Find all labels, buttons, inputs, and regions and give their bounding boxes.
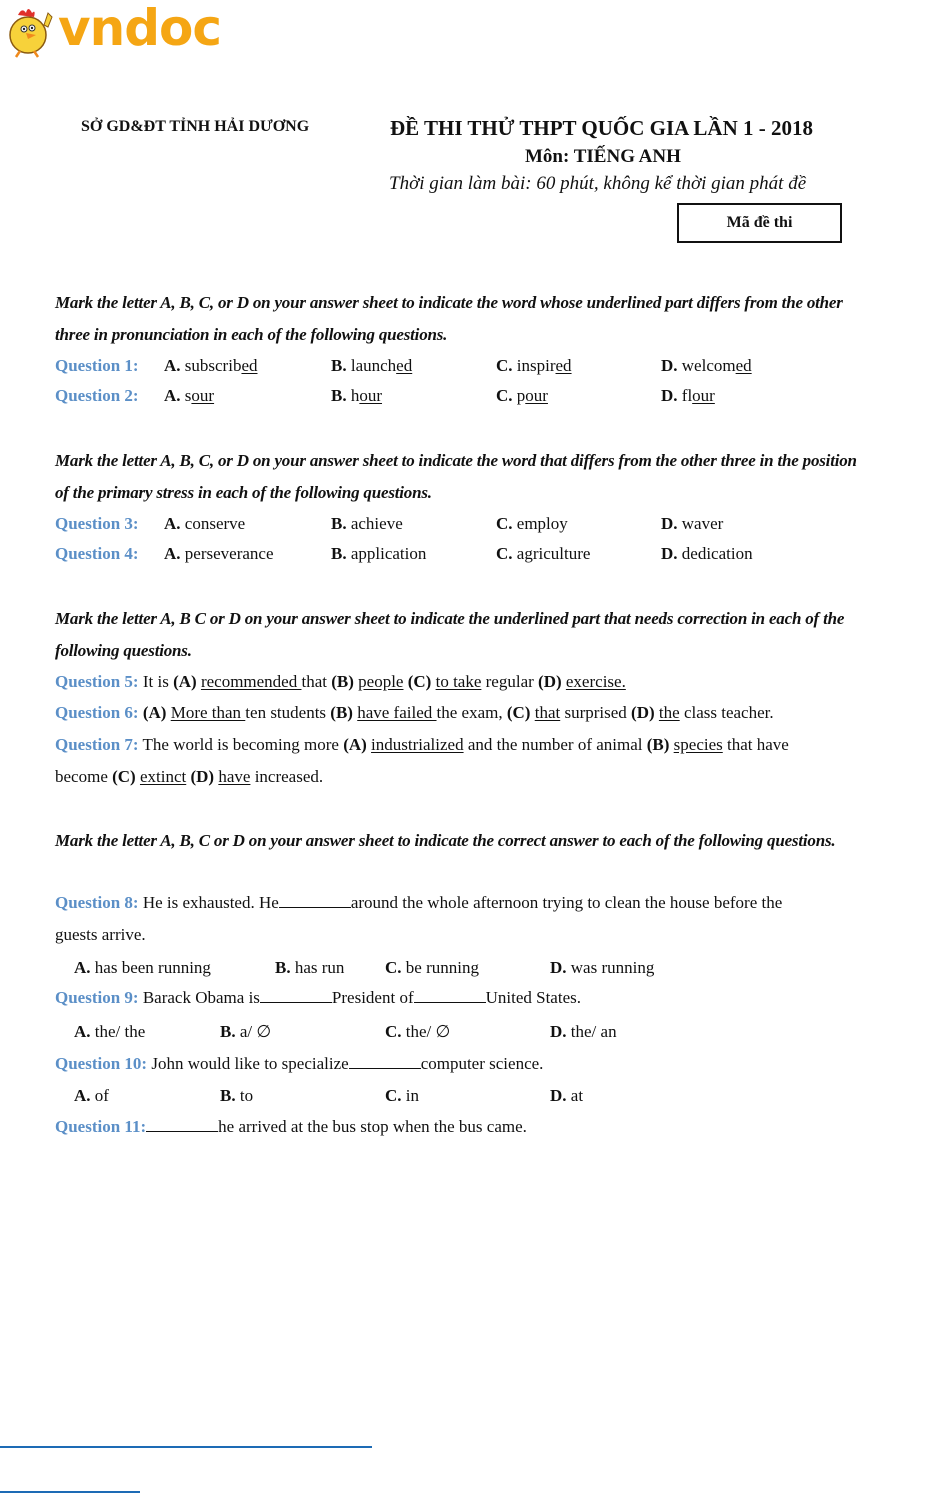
option-d[interactable]: D. at	[550, 1086, 584, 1105]
vndoc-logo[interactable]	[4, 2, 221, 60]
question-2	[55, 385, 715, 407]
question-6: Question 6: (A) More than ten students (B) have failed the exam, (C) that surprised (D) the class teacher.	[55, 703, 774, 722]
question-label: Question 3:	[55, 514, 139, 533]
option-d[interactable]: D. waver	[661, 514, 724, 533]
question-label: Question 7:	[55, 735, 139, 754]
section-3-instruction: Mark the letter A, B C or D on your answer sheet to indicate the underlined part that needs correction in each of the following questions.	[55, 609, 845, 660]
option-b[interactable]: B. application	[331, 544, 427, 563]
option-a[interactable]: A. sour	[164, 386, 215, 405]
question-label: Question 2:	[55, 386, 139, 405]
part-b[interactable]: species	[673, 735, 723, 754]
question-label: Question 10:	[55, 1054, 148, 1073]
option-b[interactable]: B. launched	[331, 356, 413, 375]
question-4	[55, 543, 753, 565]
question-label: Question 1:	[55, 356, 139, 375]
option-b[interactable]: B. to	[220, 1086, 254, 1105]
question-label: Question 11:	[55, 1117, 147, 1136]
exam-subject: Môn: TIẾNG ANH	[525, 146, 681, 167]
option-a[interactable]: A. has been running	[74, 958, 211, 977]
option-b[interactable]: B. has run	[275, 958, 345, 977]
question-7-line-2: become (C) extinct (D) have increased.	[55, 767, 324, 786]
option-d[interactable]: D. was running	[550, 958, 655, 977]
answer-blank[interactable]	[260, 988, 332, 1003]
option-d[interactable]: D. welcomed	[661, 356, 752, 375]
option-c[interactable]: C. employ	[496, 514, 568, 533]
answer-blank[interactable]	[349, 1054, 421, 1069]
option-d[interactable]: D. flour	[661, 386, 715, 405]
part-c[interactable]: to take	[435, 672, 482, 691]
option-a[interactable]: A. the/ the	[74, 1022, 146, 1041]
option-a[interactable]: A. perseverance	[164, 544, 274, 563]
section-4-instruction: Mark the letter A, B, C or D on your answer sheet to indicate the correct answer to each of the following questions.	[55, 831, 836, 850]
question-label: Question 9:	[55, 988, 139, 1007]
question-label: Question 8:	[55, 893, 139, 912]
department-name: SỞ GD&ĐT TỈNH HẢI DƯƠNG	[81, 118, 310, 135]
exam-code-label: Mã đề thi	[726, 214, 793, 231]
option-c[interactable]: C. be running	[385, 958, 479, 977]
part-a[interactable]: industrialized	[371, 735, 464, 754]
option-a[interactable]: A. conserve	[164, 514, 246, 533]
option-c[interactable]: C. inspired	[496, 356, 572, 375]
exam-code-box	[677, 203, 842, 243]
part-d[interactable]: exercise.	[565, 672, 626, 691]
question-8: Question 8: He is exhausted. He around the whole afternoon trying to clean the house before the	[55, 893, 783, 912]
question-label: Question 5:	[55, 672, 139, 691]
question-11: Question 11: he arrived at the bus stop when the bus came.	[55, 1117, 527, 1136]
question-8-line-2: guests arrive.	[55, 925, 146, 944]
question-9: Question 9: Barack Obama is President of United States.	[55, 988, 581, 1007]
section-1-instruction: Mark the letter A, B, C, or D on your answer sheet to indicate the word whose underlined part differs from the other three in pronunciation in each of the following questions.	[55, 293, 843, 344]
option-a[interactable]: A. subscribed	[164, 356, 258, 375]
logo-text: vndoc	[58, 0, 221, 57]
option-c[interactable]: C. the/ ∅	[385, 1022, 451, 1041]
option-d[interactable]: D. the/ an	[550, 1022, 617, 1041]
part-d[interactable]: have	[218, 767, 251, 786]
footer-divider	[0, 1446, 372, 1448]
section-2-instruction: Mark the letter A, B, C, or D on your answer sheet to indicate the word that differs from the other three in the position of the primary stress in each of the following questions.	[55, 451, 857, 502]
option-b[interactable]: B. a/ ∅	[220, 1022, 272, 1041]
chicken-mascot-icon	[4, 3, 56, 59]
option-b[interactable]: B. achieve	[331, 514, 403, 533]
part-c[interactable]: extinct	[139, 767, 187, 786]
option-c[interactable]: C. agriculture	[496, 544, 591, 563]
answer-blank[interactable]	[279, 893, 351, 908]
question-3	[55, 513, 724, 535]
exam-title: ĐỀ THI THỬ THPT QUỐC GIA LẦN 1 - 2018	[390, 116, 813, 140]
question-5: Question 5: It is (A) recommended that (B) people (C) to take regular (D) exercise.	[55, 672, 626, 691]
part-a[interactable]: recommended	[200, 672, 302, 691]
part-b[interactable]: have failed	[357, 703, 437, 722]
question-label: Question 4:	[55, 544, 139, 563]
question-1	[55, 355, 752, 377]
option-d[interactable]: D. dedication	[661, 544, 753, 563]
option-a[interactable]: A. of	[74, 1086, 109, 1105]
option-c[interactable]: C. in	[385, 1086, 420, 1105]
exam-time: Thời gian làm bài: 60 phút, không kể thời gian phát đề	[389, 173, 807, 194]
question-7: Question 7: The world is becoming more (A) industrialized and the number of animal (B) species that have	[55, 735, 789, 754]
option-b[interactable]: B. hour	[331, 386, 383, 405]
part-d[interactable]: the	[658, 703, 680, 722]
answer-blank[interactable]	[414, 988, 486, 1003]
part-c[interactable]: that	[534, 703, 561, 722]
question-label: Question 6:	[55, 703, 139, 722]
part-b[interactable]: people	[358, 672, 404, 691]
question-10: Question 10: John would like to specialize computer science.	[55, 1054, 544, 1073]
option-c[interactable]: C. pour	[496, 386, 548, 405]
answer-blank[interactable]	[146, 1117, 218, 1132]
part-a[interactable]: More than	[170, 703, 246, 722]
